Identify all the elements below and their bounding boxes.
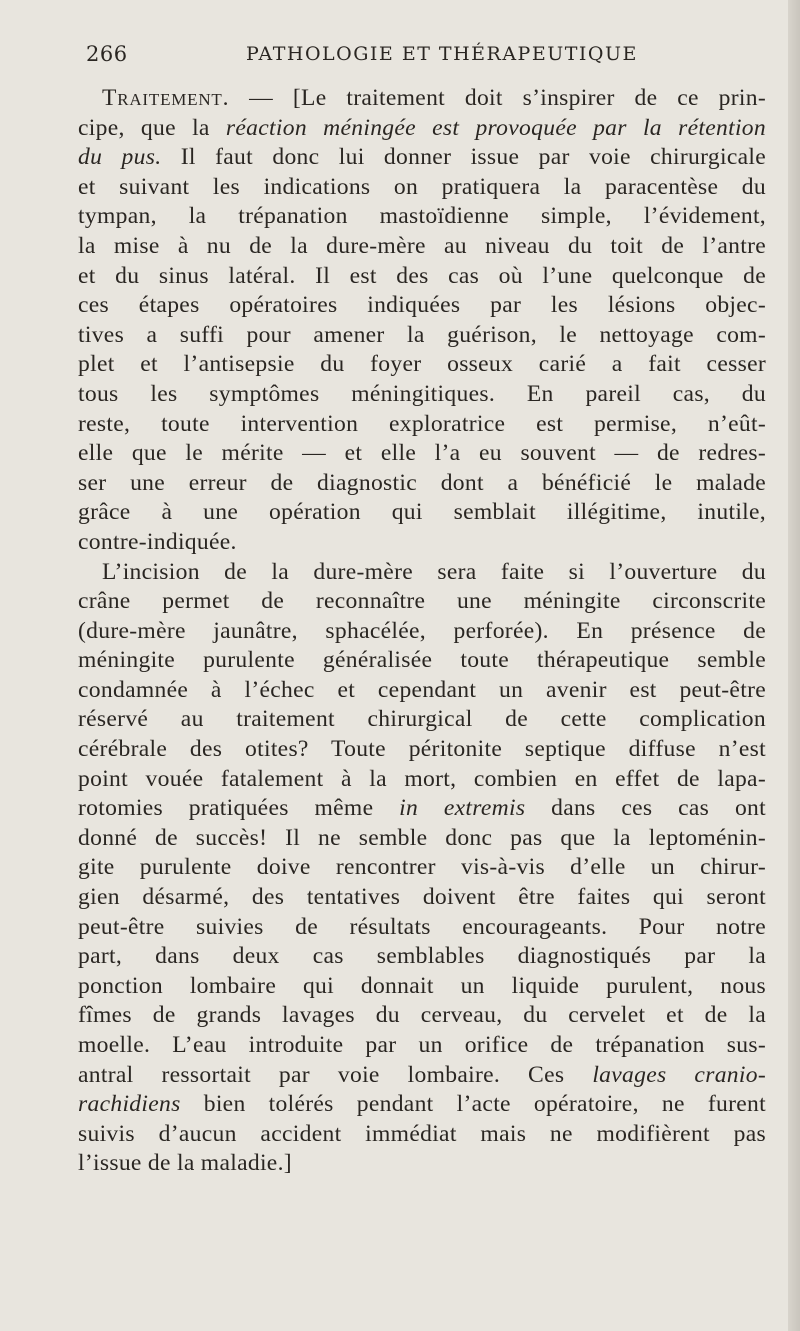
text-run: gien désarmé, des tentatives doivent être faites qui seront <box>78 884 766 911</box>
text-run: ser une erreur de diagnostic dont a bénéficié le malade <box>78 469 766 496</box>
text-run: et du sinus latéral. Il est des cas où l’une quelconque de <box>78 262 766 289</box>
text-run: condamnée à l’échec et cependant un avenir est peut-être <box>78 676 766 703</box>
text-run: part, dans deux cas semblables diagnostiqués par la <box>78 943 766 970</box>
text-line <box>78 558 766 588</box>
text-line <box>78 439 766 469</box>
text-line <box>78 942 766 972</box>
body-text <box>78 84 766 1179</box>
text-run: l’issue de la maladie.] <box>78 1150 292 1177</box>
text-line <box>78 587 766 617</box>
text-run: suivis d’aucun accident immédiat mais ne modifièrent pas <box>78 1120 766 1147</box>
text-run: antral ressortait par voie lombaire. Ces <box>78 1061 593 1088</box>
text-run: moelle. L’eau introduite par un orifice de trépanation sus- <box>78 1032 766 1058</box>
text-line <box>78 321 766 351</box>
text-run: la mise à nu de la dure-mère au niveau du toit de l’antre <box>78 232 766 259</box>
text-line <box>78 1001 766 1031</box>
italic-text: du pus. <box>78 144 162 171</box>
text-line <box>78 232 766 262</box>
text-run: rotomies pratiquées même <box>78 795 400 822</box>
text-run: ponction lombaire qui donnait un liquide purulent, nous <box>78 972 766 999</box>
text-line <box>78 1090 766 1120</box>
text-run: crâne permet de reconnaître une méningite circonscrite <box>78 588 766 615</box>
text-run: tous les symptômes méningitiques. En pareil cas, du <box>78 380 766 407</box>
page-number: 266 <box>86 42 128 66</box>
text-run: dans ces cas ont <box>525 795 766 822</box>
text-line <box>78 173 766 203</box>
text-line <box>78 469 766 499</box>
text-line <box>78 1031 766 1061</box>
text-line <box>78 84 766 114</box>
text-run: cipe, que la <box>78 114 226 141</box>
text-line <box>78 646 766 676</box>
text-line <box>78 1061 766 1091</box>
italic-text: in extremis <box>399 795 526 822</box>
text-line <box>78 262 766 292</box>
text-line <box>78 972 766 1002</box>
running-head: PATHOLOGIE ET THÉRAPEUTIQUE <box>246 43 638 65</box>
text-line <box>78 410 766 440</box>
text-run: tympan, la trépanation mastoïdienne simple, l’évidement, <box>78 203 766 230</box>
text-run: méningite purulente généralisée toute thérapeutique semble <box>78 647 766 674</box>
text-run: réservé au traitement chirurgical de cette complication <box>78 706 766 733</box>
page-edge-shadow <box>788 0 800 1331</box>
text-run: donné de succès! Il ne semble donc pas que la leptoménin- <box>78 824 766 851</box>
text-run: bien tolérés pendant l’acte opératoire, ne furent <box>180 1091 766 1118</box>
text-line <box>78 617 766 647</box>
text-line <box>78 114 766 144</box>
text-line <box>78 291 766 321</box>
text-run: L’incision de la dure-mère sera faite si l’ouverture du <box>102 558 766 585</box>
text-line <box>78 765 766 795</box>
text-run: ces étapes opératoires indiquées par les lésions objec- <box>78 292 766 319</box>
text-run: Il faut donc lui donner issue par voie chirurgicale <box>161 144 766 171</box>
text-line <box>78 794 766 824</box>
text-line <box>78 202 766 232</box>
text-line <box>78 883 766 913</box>
text-line <box>78 380 766 410</box>
text-run: elle que le mérite — et elle l’a eu souvent — de redres- <box>78 440 766 467</box>
italic-text: lavages cranio- <box>592 1061 766 1088</box>
text-run: point vouée fatalement à la mort, combien en effet de lapa- <box>78 765 766 792</box>
text-run: reste, toute intervention exploratrice est permise, n’eût- <box>78 410 766 437</box>
italic-text: réaction méningée est provoquée par la rétention <box>225 114 766 141</box>
text-line <box>78 350 766 380</box>
text-line <box>78 913 766 943</box>
text-line <box>78 143 766 173</box>
text-run: plet et l’antisepsie du foyer osseux carié a fait cesser <box>78 351 766 378</box>
text-line <box>78 853 766 883</box>
page-header <box>86 42 766 70</box>
text-run: et suivant les indications on pratiquera la paracentèse du <box>78 173 766 200</box>
text-line <box>78 528 766 558</box>
italic-text: rachidiens <box>78 1091 181 1118</box>
text-line <box>78 705 766 735</box>
text-line <box>78 735 766 765</box>
text-line <box>78 1149 766 1179</box>
text-run: — [Le traitement doit s’inspirer de ce prin- <box>229 85 766 111</box>
text-line <box>78 824 766 854</box>
text-run: (dure-mère jaunâtre, sphacélée, perforée). En présence de <box>78 617 766 644</box>
text-run: tives a suffi pour amener la guérison, le nettoyage com- <box>78 321 766 348</box>
text-run: peut-être suivies de résultats encourageants. Pour notre <box>78 913 766 940</box>
text-line <box>78 676 766 706</box>
text-run: contre-indiquée. <box>78 528 237 555</box>
text-line <box>78 498 766 528</box>
text-run: gite purulente doive rencontrer vis-à-vis d’elle un chirur- <box>78 854 766 881</box>
text-run: cérébrale des otites? Toute péritonite septique diffuse n’est <box>78 736 766 763</box>
text-line <box>78 1120 766 1150</box>
text-run: grâce à une opération qui semblait illégitime, inutile, <box>78 499 766 526</box>
text-run: fîmes de grands lavages du cerveau, du cervelet et de la <box>78 1002 766 1029</box>
small-caps-text: Traitement. <box>102 85 230 111</box>
